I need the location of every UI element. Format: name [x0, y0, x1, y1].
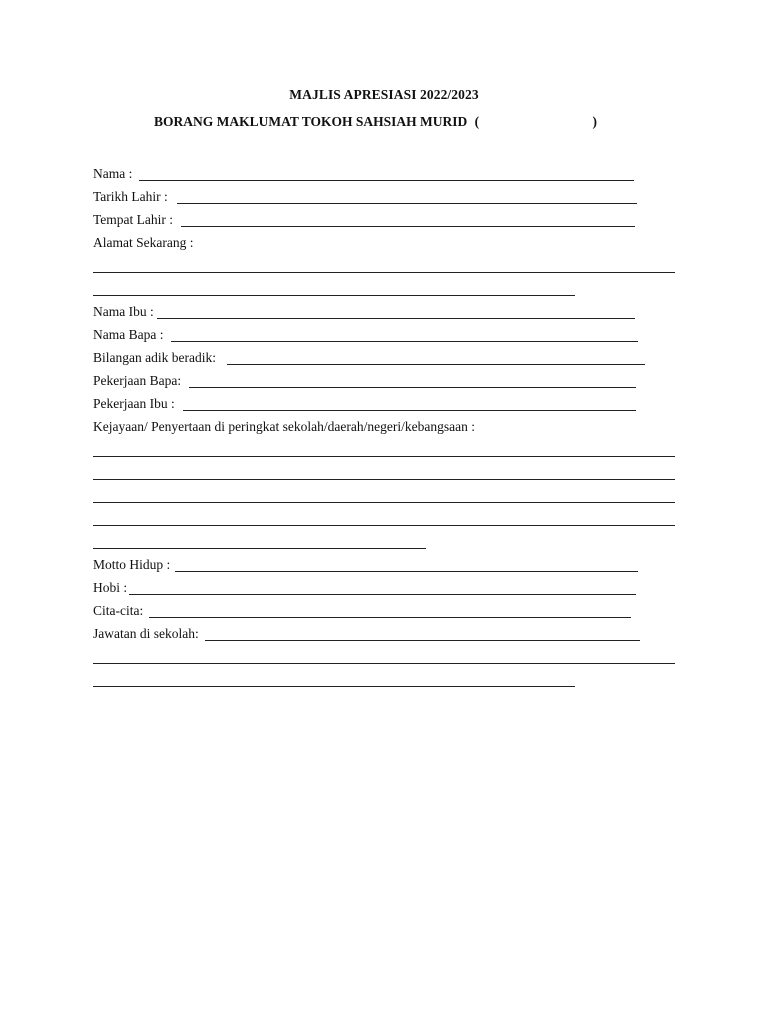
field-pekerjaan-bapa — [93, 373, 675, 396]
fill-line[interactable] — [157, 318, 635, 319]
jawatan-line-2 — [93, 672, 675, 695]
fill-line[interactable] — [129, 594, 636, 595]
fill-line[interactable] — [139, 180, 634, 181]
fill-line[interactable] — [93, 686, 575, 687]
field-alamat — [93, 235, 675, 258]
field-tarikh-lahir — [93, 189, 675, 212]
fill-line[interactable] — [93, 525, 675, 526]
fill-line[interactable] — [227, 364, 645, 365]
kejayaan-line-3 — [93, 488, 675, 511]
category-paren-open: ( — [474, 114, 480, 129]
fill-line[interactable] — [177, 203, 637, 204]
fill-line[interactable] — [181, 226, 635, 227]
fill-line[interactable] — [149, 617, 631, 618]
field-label: Nama Bapa : — [93, 327, 164, 342]
field-label: Pekerjaan Ibu : — [93, 396, 175, 411]
fill-line[interactable] — [93, 663, 675, 664]
document-subtitle — [154, 114, 597, 130]
document-title: MAJLIS APRESIASI 2022/2023 — [289, 87, 479, 102]
field-cita-cita — [93, 603, 675, 626]
field-jawatan — [93, 626, 675, 649]
field-hobi — [93, 580, 675, 603]
kejayaan-line-2 — [93, 465, 675, 488]
field-label: Nama : — [93, 166, 133, 181]
alamat-line-2 — [93, 281, 675, 304]
field-label: Alamat Sekarang : — [93, 235, 194, 250]
fill-line[interactable] — [183, 410, 636, 411]
subtitle-text: BORANG MAKLUMAT TOKOH SAHSIAH MURID — [154, 114, 468, 129]
field-label: Nama Ibu : — [93, 304, 154, 319]
kejayaan-line-4 — [93, 511, 675, 534]
field-label: Jawatan di sekolah: — [93, 626, 199, 641]
fill-line[interactable] — [189, 387, 636, 388]
kejayaan-line-1 — [93, 442, 675, 465]
fill-line[interactable] — [171, 341, 638, 342]
field-tempat-lahir — [93, 212, 675, 235]
field-label: Motto Hidup : — [93, 557, 171, 572]
field-label: Pekerjaan Bapa: — [93, 373, 182, 388]
fill-line[interactable] — [93, 479, 675, 480]
fill-line[interactable] — [93, 502, 675, 503]
category-paren-close: ) — [592, 114, 598, 129]
field-label: Tempat Lahir : — [93, 212, 174, 227]
information-form — [93, 166, 675, 695]
field-label: Bilangan adik beradik: — [93, 350, 216, 365]
field-label: Tarikh Lahir : — [93, 189, 168, 204]
fill-line[interactable] — [93, 456, 675, 457]
field-label: Hobi : — [93, 580, 128, 595]
field-nama — [93, 166, 675, 189]
fill-line[interactable] — [93, 295, 575, 296]
jawatan-line-1 — [93, 649, 675, 672]
field-nama-bapa — [93, 327, 675, 350]
field-label: Kejayaan/ Penyertaan di peringkat sekolah/daerah/negeri/kebangsaan : — [93, 419, 475, 434]
kejayaan-line-5 — [93, 534, 675, 557]
field-motto — [93, 557, 675, 580]
field-label: Cita-cita: — [93, 603, 144, 618]
fill-line[interactable] — [93, 272, 675, 273]
fill-line[interactable] — [93, 548, 426, 549]
field-nama-ibu — [93, 304, 675, 327]
field-bilangan-adik — [93, 350, 675, 373]
fill-line[interactable] — [175, 571, 638, 572]
field-kejayaan — [93, 419, 675, 442]
fill-line[interactable] — [205, 640, 640, 641]
field-pekerjaan-ibu — [93, 396, 675, 419]
alamat-line-1 — [93, 258, 675, 281]
